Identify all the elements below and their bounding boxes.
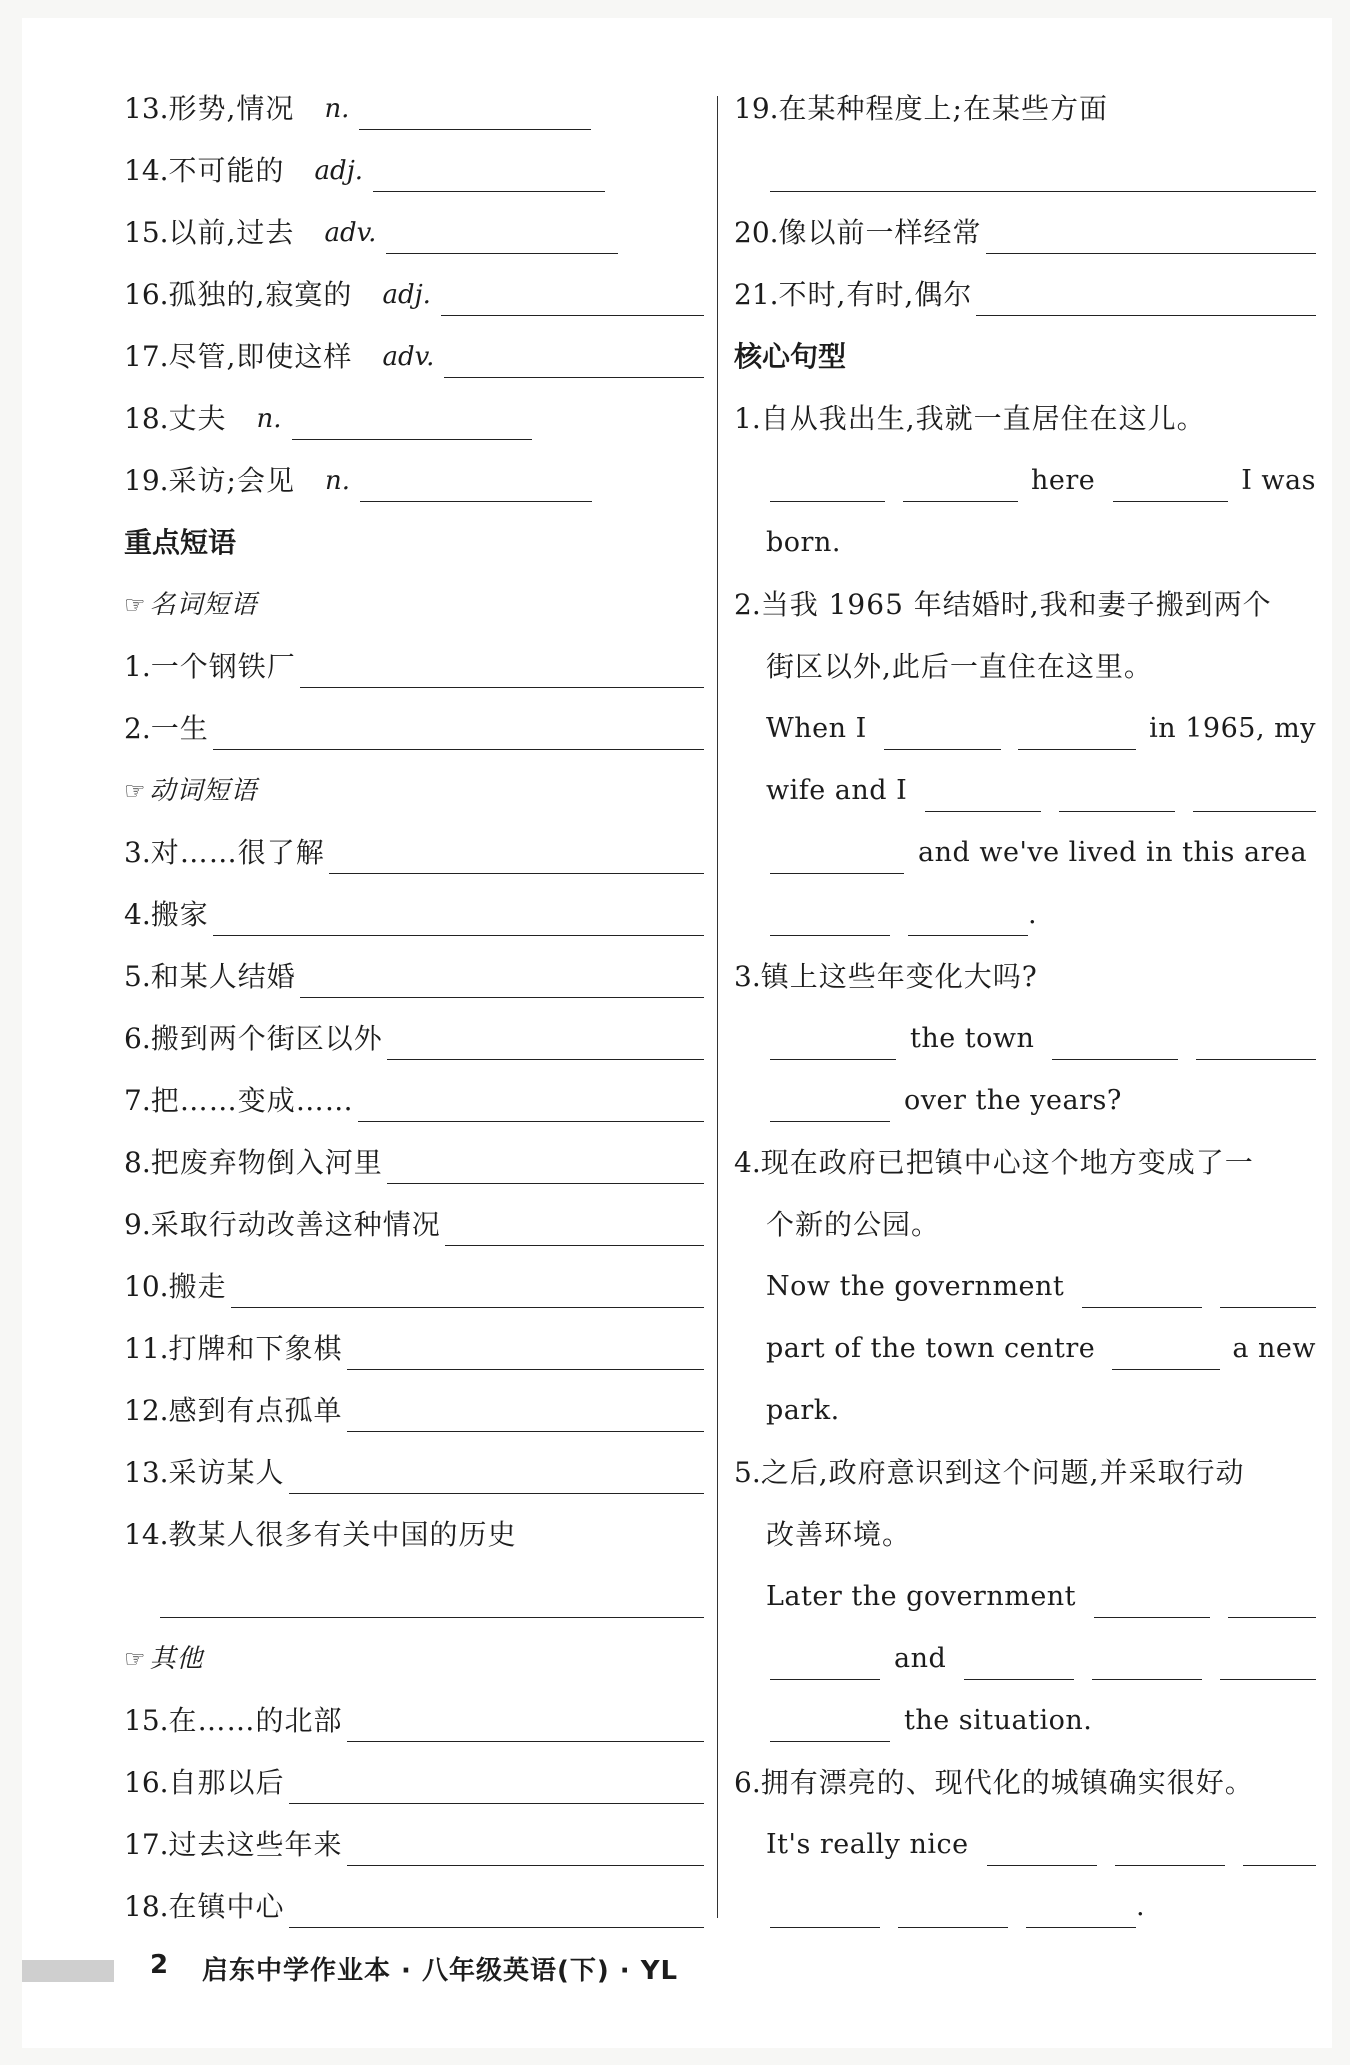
- item-prompt: 丈夫: [168, 402, 227, 435]
- item-prompt: 自从我出生,我就一直居住在这儿。: [760, 402, 1206, 435]
- sentence-text: born.: [766, 527, 841, 558]
- item-number: 12.: [124, 1394, 169, 1427]
- item-prompt: 个新的公园。: [766, 1208, 941, 1241]
- item-number: 4.: [124, 898, 151, 931]
- item-number: 10.: [124, 1270, 169, 1303]
- part-of-speech: n.: [324, 94, 350, 124]
- footer-title: 启东中学作业本 · 八年级英语(下) · YL: [202, 1956, 679, 1986]
- item-prompt: 形势,情况: [168, 92, 295, 125]
- subsection-text: 其他: [149, 1644, 204, 1674]
- phrase-item-continuation: [734, 140, 1316, 202]
- answer-blank[interactable]: [1193, 771, 1316, 812]
- sentence-prompt-continuation: [734, 636, 1316, 698]
- phrase-item: [124, 1380, 704, 1442]
- item-number: 1.: [124, 650, 151, 683]
- answer-blank[interactable]: [1112, 1329, 1221, 1370]
- sentence-answer-line: [734, 822, 1316, 884]
- answer-blank[interactable]: [347, 1701, 704, 1742]
- vocab-item: [124, 202, 704, 264]
- sentence-prompt: [734, 1752, 1316, 1814]
- item-prompt: 在镇中心: [168, 1890, 285, 1923]
- item-prompt: 感到有点孤单: [168, 1394, 343, 1427]
- phrase-item: [124, 1690, 704, 1752]
- phrase-item: [734, 264, 1316, 326]
- workbook-page: [22, 18, 1332, 2048]
- item-number: 14.: [124, 1518, 169, 1551]
- phrase-item: [124, 1876, 704, 1938]
- right-column: [734, 78, 1316, 1938]
- phrase-item: [124, 1442, 704, 1504]
- answer-blank[interactable]: [359, 89, 591, 130]
- item-number: 2.: [734, 588, 761, 621]
- item-prompt: 把……变成……: [150, 1084, 354, 1117]
- item-number: 5.: [124, 960, 151, 993]
- answer-blank[interactable]: [1059, 771, 1175, 812]
- sentence-text: When I: [766, 713, 867, 744]
- sentence-answer-line: [734, 1628, 1316, 1690]
- item-prompt: 当我 1965 年结婚时,我和妻子搬到两个: [760, 588, 1272, 621]
- pointing-hand-icon: ☞: [124, 1645, 146, 1673]
- section-heading: 核心句型: [734, 340, 847, 373]
- item-number: 16.: [124, 278, 169, 311]
- item-prompt: 搬家: [150, 898, 209, 931]
- sentence-answer-line: [734, 1876, 1316, 1938]
- phrase-item: [734, 202, 1316, 264]
- answer-blank[interactable]: [1052, 1019, 1178, 1060]
- phrase-item: [124, 1318, 704, 1380]
- item-prompt: 尽管,即使这样: [168, 340, 353, 373]
- sentence-answer-line: [734, 1318, 1316, 1380]
- item-prompt: 不时,有时,偶尔: [778, 278, 973, 311]
- answer-blank[interactable]: [1115, 1825, 1225, 1866]
- sentence-text: Later the government: [766, 1581, 1077, 1612]
- answer-blank[interactable]: [908, 895, 1028, 936]
- sentence-text: .: [1136, 1891, 1146, 1922]
- item-number: 7.: [124, 1084, 151, 1117]
- answer-blank[interactable]: [441, 275, 704, 316]
- part-of-speech: n.: [324, 466, 350, 496]
- vocab-item: [124, 78, 704, 140]
- phrase-item: [124, 884, 704, 946]
- answer-blank[interactable]: [770, 1081, 890, 1122]
- sentence-answer-line: [734, 1380, 1316, 1442]
- answer-blank[interactable]: [1026, 1887, 1136, 1928]
- item-prompt: 改善环境。: [766, 1518, 912, 1551]
- answer-blank[interactable]: [347, 1825, 704, 1866]
- answer-blank[interactable]: [1196, 1019, 1316, 1060]
- sentence-answer-line: [734, 512, 1316, 574]
- phrase-item: [124, 1814, 704, 1876]
- answer-blank[interactable]: [300, 647, 704, 688]
- sentence-answer-line: [734, 450, 1316, 512]
- sentence-answer-line: [734, 1690, 1316, 1752]
- page-number: 2: [150, 1950, 169, 1980]
- sentence-text: It's really nice: [766, 1829, 969, 1860]
- sentence-prompt: [734, 1442, 1316, 1504]
- item-number: 6.: [124, 1022, 151, 1055]
- answer-blank[interactable]: [770, 1019, 896, 1060]
- item-prompt: 教某人很多有关中国的历史: [168, 1518, 517, 1551]
- item-prompt: 像以前一样经常: [778, 216, 982, 249]
- sentence-prompt: [734, 1132, 1316, 1194]
- item-prompt: 以前,过去: [168, 216, 295, 249]
- subsection-label: [124, 1628, 704, 1690]
- answer-blank[interactable]: [300, 957, 704, 998]
- phrase-item: [124, 1504, 704, 1566]
- sentence-answer-line: [734, 1566, 1316, 1628]
- sentence-text: .: [1028, 899, 1038, 930]
- item-number: 18.: [124, 1890, 169, 1923]
- answer-blank[interactable]: [360, 461, 592, 502]
- phrase-item: [734, 78, 1316, 140]
- item-prompt: 采访;会见: [168, 464, 295, 497]
- item-number: 19.: [124, 464, 169, 497]
- sentence-text: and: [894, 1643, 947, 1674]
- answer-blank[interactable]: [925, 771, 1041, 812]
- item-prompt: 采取行动改善这种情况: [150, 1208, 441, 1241]
- item-number: 3.: [734, 960, 761, 993]
- item-number: 15.: [124, 216, 169, 249]
- subsection-label: [124, 760, 704, 822]
- section-heading: 重点短语: [124, 526, 237, 559]
- item-prompt: 一生: [150, 712, 209, 745]
- sentence-prompt-continuation: [734, 1504, 1316, 1566]
- item-prompt: 之后,政府意识到这个问题,并采取行动: [760, 1456, 1245, 1489]
- answer-blank[interactable]: [231, 1267, 704, 1308]
- item-number: 3.: [124, 836, 151, 869]
- answer-blank[interactable]: [289, 1453, 704, 1494]
- item-prompt: 打牌和下象棋: [168, 1332, 343, 1365]
- item-prompt: 在……的北部: [168, 1704, 343, 1737]
- answer-blank[interactable]: [292, 399, 532, 440]
- phrase-item: [124, 1194, 704, 1256]
- part-of-speech: n.: [256, 404, 282, 434]
- vocab-item: [124, 450, 704, 512]
- item-number: 15.: [124, 1704, 169, 1737]
- sentence-answer-line: [734, 698, 1316, 760]
- answer-blank[interactable]: [1092, 1639, 1202, 1680]
- item-prompt: 拥有漂亮的、现代化的城镇确实很好。: [760, 1766, 1254, 1799]
- item-number: 17.: [124, 340, 169, 373]
- sentence-text: I was: [1241, 465, 1316, 496]
- sentence-text: the town: [910, 1023, 1035, 1054]
- pointing-hand-icon: ☞: [124, 777, 146, 805]
- answer-blank[interactable]: [387, 1143, 704, 1184]
- item-number: 13.: [124, 1456, 169, 1489]
- item-number: 11.: [124, 1332, 169, 1365]
- sentence-answer-line: [734, 1070, 1316, 1132]
- answer-blank[interactable]: [770, 833, 904, 874]
- item-prompt: 搬走: [168, 1270, 227, 1303]
- phrase-item: [124, 1256, 704, 1318]
- answer-blank[interactable]: [289, 1763, 704, 1804]
- answer-blank[interactable]: [976, 275, 1316, 316]
- pointing-hand-icon: ☞: [124, 591, 146, 619]
- vocab-item: [124, 388, 704, 450]
- item-prompt: 搬到两个街区以外: [150, 1022, 383, 1055]
- left-column: [124, 78, 704, 1938]
- answer-blank[interactable]: [903, 461, 1018, 502]
- item-number: 20.: [734, 216, 779, 249]
- answer-blank[interactable]: [358, 1081, 704, 1122]
- answer-blank[interactable]: [373, 151, 605, 192]
- answer-blank[interactable]: [213, 709, 704, 750]
- item-number: 16.: [124, 1766, 169, 1799]
- phrase-item: [124, 698, 704, 760]
- answer-blank[interactable]: [770, 895, 890, 936]
- item-number: 17.: [124, 1828, 169, 1861]
- column-divider: [717, 96, 718, 1918]
- item-prompt: 街区以外,此后一直住在这里。: [766, 650, 1153, 683]
- sentence-text: Now the government: [766, 1271, 1065, 1302]
- item-prompt: 不可能的: [168, 154, 285, 187]
- item-number: 19.: [734, 92, 779, 125]
- answer-blank[interactable]: [1082, 1267, 1202, 1308]
- sentence-answer-line: [734, 1256, 1316, 1318]
- answer-blank[interactable]: [329, 833, 704, 874]
- answer-blank[interactable]: [1113, 461, 1228, 502]
- sentence-answer-line: [734, 884, 1316, 946]
- phrase-item: [124, 636, 704, 698]
- answer-blank[interactable]: [386, 213, 618, 254]
- sentence-prompt-continuation: [734, 1194, 1316, 1256]
- vocab-item: [124, 140, 704, 202]
- answer-blank[interactable]: [898, 1887, 1008, 1928]
- item-number: 1.: [734, 402, 761, 435]
- item-prompt: 镇上这些年变化大吗?: [760, 960, 1038, 993]
- answer-blank[interactable]: [884, 709, 1002, 750]
- phrase-item: [124, 1008, 704, 1070]
- sentence-answer-line: [734, 1008, 1316, 1070]
- answer-blank[interactable]: [444, 337, 704, 378]
- sentence-prompt: [734, 946, 1316, 1008]
- item-number: 8.: [124, 1146, 151, 1179]
- item-prompt: 采访某人: [168, 1456, 285, 1489]
- item-number: 14.: [124, 154, 169, 187]
- item-prompt: 一个钢铁厂: [150, 650, 296, 683]
- answer-blank[interactable]: [1094, 1577, 1210, 1618]
- vocab-item: [124, 326, 704, 388]
- item-number: 13.: [124, 92, 169, 125]
- answer-blank[interactable]: [1228, 1577, 1316, 1618]
- answer-blank[interactable]: [770, 1701, 890, 1742]
- answer-blank[interactable]: [1018, 709, 1136, 750]
- answer-blank[interactable]: [770, 151, 1316, 192]
- answer-blank[interactable]: [964, 1639, 1074, 1680]
- sentence-text: in 1965, my: [1149, 713, 1316, 744]
- part-of-speech: adj.: [314, 156, 364, 186]
- phrase-item: [124, 1752, 704, 1814]
- answer-blank[interactable]: [289, 1887, 704, 1928]
- item-prompt: 在某种程度上;在某些方面: [778, 92, 1108, 125]
- subsection-label: [124, 574, 704, 636]
- part-of-speech: adv.: [324, 218, 377, 248]
- item-prompt: 和某人结婚: [150, 960, 296, 993]
- subsection-text: 名词短语: [149, 590, 258, 620]
- phrase-item: [124, 1070, 704, 1132]
- answer-blank[interactable]: [445, 1205, 704, 1246]
- phrase-item-continuation: [124, 1566, 704, 1628]
- answer-blank[interactable]: [986, 213, 1316, 254]
- answer-blank[interactable]: [347, 1391, 704, 1432]
- answer-blank[interactable]: [347, 1329, 704, 1370]
- sentence-text: wife and I: [766, 775, 908, 806]
- answer-blank[interactable]: [770, 1639, 880, 1680]
- item-number: 5.: [734, 1456, 761, 1489]
- phrase-item: [124, 822, 704, 884]
- sentence-text: a new: [1232, 1333, 1316, 1364]
- item-number: 18.: [124, 402, 169, 435]
- part-of-speech: adj.: [382, 280, 431, 310]
- answer-blank[interactable]: [770, 1887, 880, 1928]
- sentence-text: part of the town centre: [766, 1333, 1096, 1364]
- sentence-text: park.: [766, 1395, 840, 1426]
- item-prompt: 孤独的,寂寞的: [168, 278, 353, 311]
- item-number: 6.: [734, 1766, 761, 1799]
- answer-blank[interactable]: [1220, 1639, 1316, 1680]
- sentence-text: the situation.: [904, 1705, 1093, 1736]
- answer-blank[interactable]: [987, 1825, 1097, 1866]
- item-prompt: 现在政府已把镇中心这个地方变成了一: [760, 1146, 1254, 1179]
- phrase-item: [124, 946, 704, 1008]
- sentence-prompt: [734, 574, 1316, 636]
- sentence-answer-line: [734, 760, 1316, 822]
- sentence-text: here: [1031, 465, 1096, 496]
- sentence-text: and we've lived in this area: [918, 837, 1308, 868]
- sentence-answer-line: [734, 1814, 1316, 1876]
- item-prompt: 自那以后: [168, 1766, 285, 1799]
- answer-blank[interactable]: [160, 1577, 704, 1618]
- answer-blank[interactable]: [213, 895, 704, 936]
- answer-blank[interactable]: [770, 461, 885, 502]
- item-prompt: 把废弃物倒入河里: [150, 1146, 383, 1179]
- item-number: 9.: [124, 1208, 151, 1241]
- sentence-text: over the years?: [904, 1085, 1122, 1116]
- page-footer: [22, 1946, 1332, 1996]
- answer-blank[interactable]: [1243, 1825, 1316, 1866]
- vocab-item: [124, 264, 704, 326]
- sentence-prompt: [734, 388, 1316, 450]
- item-number: 21.: [734, 278, 779, 311]
- answer-blank[interactable]: [387, 1019, 704, 1060]
- phrase-item: [124, 1132, 704, 1194]
- item-prompt: 对……很了解: [150, 836, 325, 869]
- item-prompt: 过去这些年来: [168, 1828, 343, 1861]
- footer-bar: [22, 1960, 114, 1982]
- part-of-speech: adv.: [382, 342, 435, 372]
- answer-blank[interactable]: [1220, 1267, 1316, 1308]
- subsection-text: 动词短语: [149, 776, 258, 806]
- item-number: 2.: [124, 712, 151, 745]
- item-number: 4.: [734, 1146, 761, 1179]
